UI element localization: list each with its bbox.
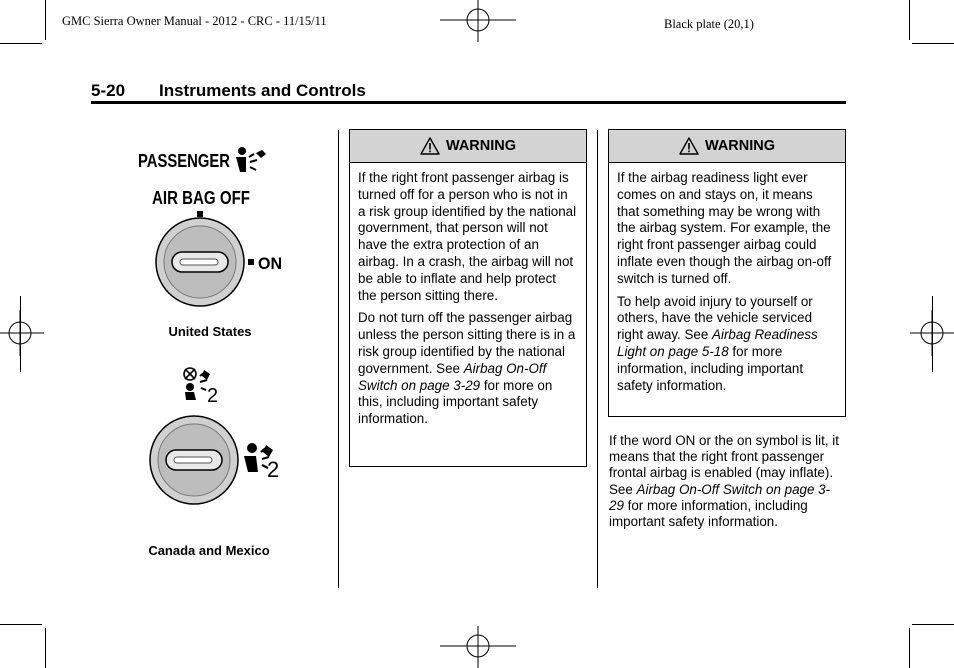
rotary-switch-canada	[150, 416, 238, 504]
warning-header-2	[609, 130, 845, 163]
warning-heading-1: WARNING	[445, 138, 517, 154]
off-indicator	[197, 211, 203, 217]
on-label: ON	[258, 254, 282, 273]
manual-header-left: GMC Sierra Owner Manual - 2012 - CRC - 11/15/11	[62, 14, 327, 28]
title-rule	[91, 101, 846, 104]
passenger-label: PASSENGER	[138, 151, 230, 171]
airbag-off-symbol-icon	[184, 368, 218, 407]
airbag-on-symbol-icon	[244, 443, 279, 482]
svg-text:2: 2	[267, 457, 280, 482]
warning-1-paragraph-2: Do not turn off the passenger airbag unless the person sitting there is in a risk group identified by the national government. See Airbag On-Off Switch on page 3-29 for more on this, including important safety information.	[358, 310, 576, 427]
warning-2-paragraph-2: To help avoid injury to yourself or others, have the vehicle serviced right away. See Airbag Readiness Light on page 5-18 for more information, including important safety information.	[617, 293, 818, 393]
svg-text:2: 2	[207, 385, 219, 407]
registration-mark-bottom	[440, 626, 516, 668]
plate-info: Black plate (20,1)	[664, 17, 754, 31]
page-number: 5-20	[91, 81, 126, 100]
registration-mark-top	[440, 0, 516, 44]
figure-caption-canada: Canada and Mexico	[148, 543, 270, 558]
warning-triangle-icon	[679, 137, 699, 155]
body-paragraph: If the word ON or the on symbol is lit, it means that the right front passenger frontal airbag is enabled (may inflate). See Airbag On-Off Switch on page 3-29 for more information, including important safety information.	[609, 433, 839, 530]
warning-header-1	[350, 130, 586, 163]
warning-2-paragraph-1: If the airbag readiness light ever comes on and stays on, it means that something may be wrong with the airbag system. For example, the right front passenger airbag could inflate even though the airbag on-off switch is turned off.	[617, 170, 832, 286]
column-divider-1	[338, 130, 339, 588]
warning-triangle-icon	[420, 137, 440, 155]
air-bag-off-label: AIR BAG OFF	[152, 188, 250, 208]
on-indicator	[248, 259, 254, 265]
warning-box-1	[349, 129, 587, 467]
figure-caption-us: United States	[168, 324, 252, 339]
cross-reference-link[interactable]: Airbag On-Off Switch on page 3-29	[609, 481, 831, 513]
cross-reference-link[interactable]: Airbag Readiness Light on page 5-18	[617, 327, 818, 359]
column-divider-2	[597, 130, 598, 588]
registration-mark-left	[0, 310, 44, 356]
section-title: Instruments and Controls	[159, 81, 366, 100]
page-title	[91, 81, 366, 101]
rotary-switch	[156, 218, 244, 306]
registration-mark-right	[910, 310, 954, 356]
warning-1-paragraph-1: If the right front passenger airbag is turned off for a person who is not in a risk group identified by the national government, that person will not have the extra protection of an airbag. In a crash, the airbag will not be able to inflate and help protect the person sitting there.	[358, 170, 577, 303]
us-airbag-switch-figure	[130, 140, 290, 315]
cross-reference-link[interactable]: Airbag On-Off Switch on page 3-29	[358, 360, 547, 393]
warning-heading-2: WARNING	[704, 138, 776, 154]
passenger-airbag-icon	[236, 147, 266, 172]
warning-box-2	[608, 129, 846, 417]
canada-airbag-switch-figure	[130, 362, 290, 507]
